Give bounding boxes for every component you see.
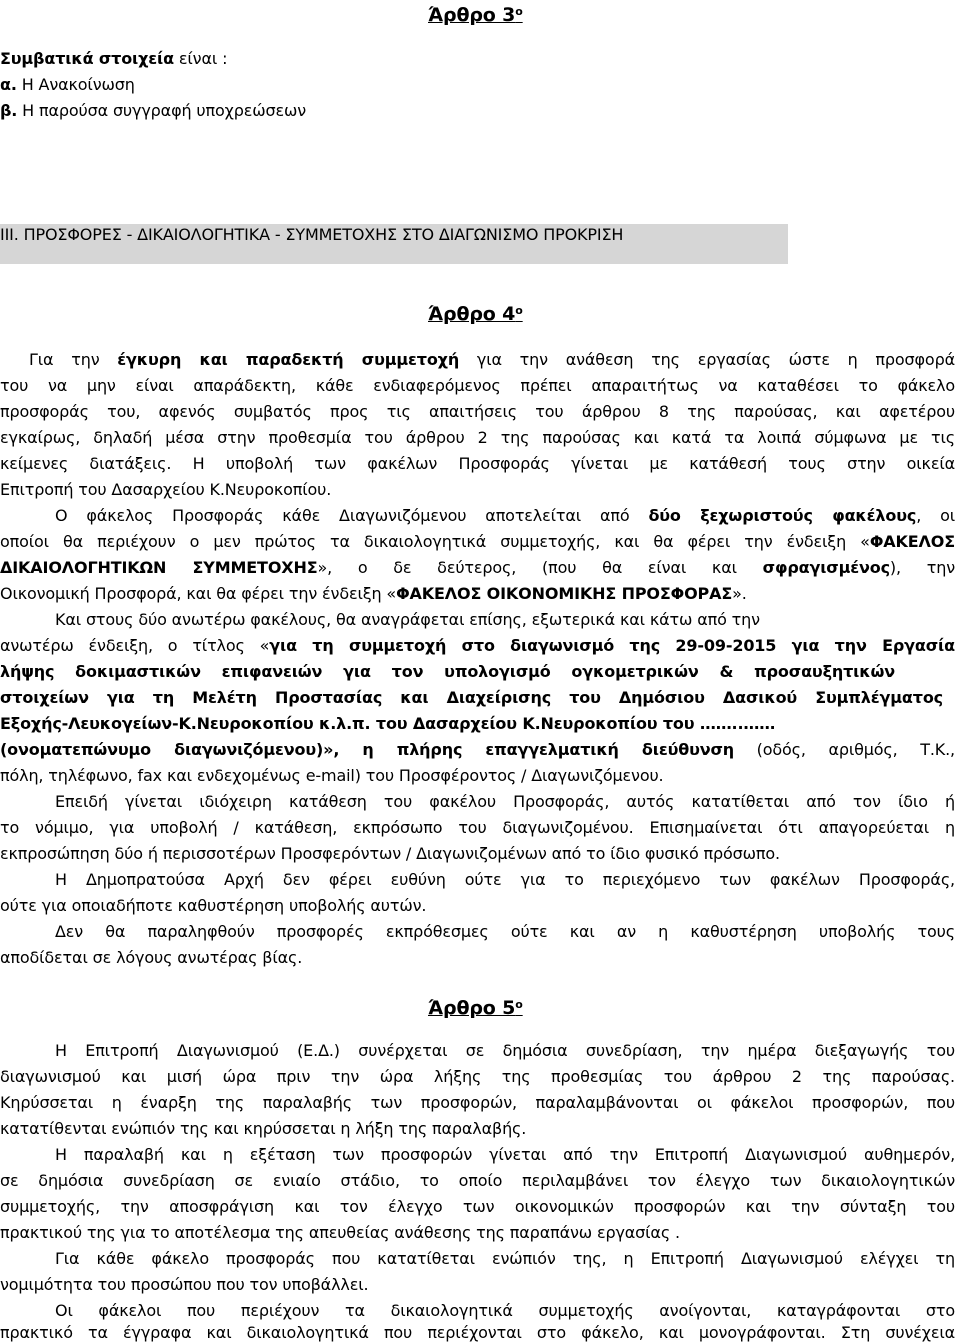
a4-line-4: εγκαίρως, δηλαδή μέσα στην προθεσμία του άρθρου 2 της παρούσας και κατά τα λοιπά σύμφωνα με τις xyxy=(0,428,955,447)
a4-line-2: του να μην είναι απαράδεκτη, κάθε ενδιαφερόμενος πρέπει απαραιτήτως να καταθέσει το φάκελο xyxy=(0,376,955,395)
a4-line-14: στοιχείων για τη Μελέτη Προστασίας και Διαχείρισης του Δημόσιου Δασικού Συμπλέγματος xyxy=(0,688,943,707)
a5-line-10: νομιμότητα του προσώπου που τον υποβάλλει. xyxy=(0,1275,369,1294)
a4-line-3: προσφοράς του, αφενός συμβατός προς τις απαιτήσεις του άρθρου 8 της παρούσας, και αφετέρου xyxy=(0,402,955,421)
section-iii-title: ΙΙΙ. ΠΡΟΣΦΟΡΕΣ - ΔΙΚΑΙΟΛΟΓΗΤΙΚΑ - ΣΥΜΜΕΤΟΧΗΣ ΣΤΟ ΔΙΑΓΩΝΙΣΜΟ ΠΡΟΚΡΙΣΗ xyxy=(0,224,788,264)
a5-line-8: πρακτικού της για το αποτέλεσμα της απευθείας ανάθεσης της παραπάνω εργασίας . xyxy=(0,1223,680,1242)
a4-line-12: ανωτέρω ένδειξη, ο τίτλος «για τη συμμετοχή στο διαγωνισμό της 29-09-2015 για την Εργασία xyxy=(0,636,955,655)
contract-item-a: α. Η Ανακοίνωση xyxy=(0,75,135,94)
a5-line-3: Κηρύσσεται η έναρξη της παραλαβής των προσφορών, παραλαμβάνονται οι φάκελοι προσφορών, που xyxy=(0,1093,955,1112)
a4-line-19: το νόμιμο, για υποβολή / κατάθεση, εκπρόσωπο του διαγωνιζομένου. Επισημαίνεται ότι απαγορεύεται η xyxy=(0,818,955,837)
a5-line-5: Η παραλαβή και η εξέταση των προσφορών γίνεται από την Επιτροπή Διαγωνισμού αυθημερόν, xyxy=(55,1145,955,1164)
a4-line-1: Για την έγκυρη και παραδεκτή συμμετοχή για την ανάθεση της εργασίας ώστε η προσφορά xyxy=(29,350,955,369)
a4-line-8: οποίοι θα περιέχουν ο μεν πρώτος τα δικαιολογητικά συμμετοχής, και θα φέρει την ένδειξη «ΦΑΚΕΛΟΣ xyxy=(0,532,955,551)
contract-item-b: β. Η παρούσα συγγραφή υποχρεώσεων xyxy=(0,101,307,120)
article-3-heading: Άρθρο $3^o$ xyxy=(428,4,523,26)
a5-line-9: Για κάθε φάκελο προσφοράς που κατατίθεται ενώπιόν της, η Επιτροπή Διαγωνισμού ελέγχει τη xyxy=(55,1249,955,1268)
a5-line-2: διαγωνισμού και μισή ώρα πριν την ώρα λήξης της προθεσμίας του άρθρου 2 της παρούσας. xyxy=(0,1067,955,1086)
a5-line-12: πρακτικό τα έγγραφα και δικαιολογητικά που περιέχονται στο φάκελο, και μονογράφονται. Στη συνέχεια xyxy=(0,1323,955,1342)
article-4-heading: Άρθρο $4^o$ xyxy=(428,303,523,325)
article-5-heading: Άρθρο $5^o$ xyxy=(428,997,523,1019)
a4-line-22: ούτε για οποιαδήποτε καθυστέρηση υποβολής αυτών. xyxy=(0,896,427,915)
a5-line-1: Η Επιτροπή Διαγωνισμού (Ε.Δ.) συνέρχεται σε δημόσια συνεδρίαση, την ημέρα διεξαγωγής του xyxy=(55,1041,955,1060)
a4-line-13: λήψης δοκιμαστικών επιφανειών για τον υπολογισμό ογκομετρικών & προσαυξητικών xyxy=(0,662,895,681)
a4-line-20: εκπροσώπηση δύο ή περισσοτέρων Προσφερόντων / Διαγωνιζομένων από το ίδιο φυσικό πρόσωπο. xyxy=(0,844,780,863)
a4-line-6: Επιτροπή του Δασαρχείου Κ.Νευροκοπίου. xyxy=(0,480,332,499)
a4-line-9: ΔΙΚΑΙΟΛΟΓΗΤΙΚΩΝ ΣΥΜΜΕΤΟΧΗΣ», ο δε δεύτερος, (που θα είναι και σφραγισμένος), την xyxy=(0,558,955,577)
a4-line-11: Και στους δύο ανωτέρω φακέλους, θα αναγράφεται επίσης, εξωτερικά και κάτω από την xyxy=(55,610,760,629)
a4-line-5: κείμενες διατάξεις. Η υποβολή των φακέλων Προσφοράς γίνεται με κατάθεσή τους στην οικεία xyxy=(0,454,955,473)
a5-line-7: συμμετοχής, την αποσφράγιση και τον έλεγχο των οικονομικών προσφορών και την σύνταξη του xyxy=(0,1197,955,1216)
a4-line-17: πόλη, τηλέφωνο, fax και ενδεχομένως e-mail) του Προσφέροντος / Διαγωνιζόμενου. xyxy=(0,766,664,785)
a4-line-18: Επειδή γίνεται ιδιόχειρη κατάθεση του φακέλου Προσφοράς, αυτός κατατίθεται από τον ίδιο ή xyxy=(55,792,955,811)
a4-line-24: αποδίδεται σε λόγους ανωτέρας βίας. xyxy=(0,948,303,967)
a4-line-10: Οικονομική Προσφορά, και θα φέρει την ένδειξη «ΦΑΚΕΛΟΣ ΟΙΚΟΝΟΜΙΚΗΣ ΠΡΟΣΦΟΡΑΣ». xyxy=(0,584,747,603)
a4-line-21: Η Δημοπρατούσα Αρχή δεν φέρει ευθύνη ούτε για το περιεχόμενο των φακέλων Προσφοράς, xyxy=(55,870,955,889)
a4-line-16: (ονοματεπώνυμο διαγωνιζόμενου)», η πλήρης επαγγελματική διεύθυνση (οδός, αριθμός, Τ.Κ., xyxy=(0,740,955,759)
a5-line-6: σε δημόσια συνεδρίαση σε ενιαίο στάδιο, το οποίο περιλαμβάνει τον έλεγχο των δικαιολογητικών xyxy=(0,1171,955,1190)
contract-elements-intro: Συμβατικά στοιχεία είναι : xyxy=(0,49,228,68)
a4-line-15: Εξοχής-Λευκογείων-Κ.Νευροκοπίου κ.λ.π. του Δασαρχείου Κ.Νευροκοπίου του ……..…… xyxy=(0,714,776,733)
a5-line-11: Οι φάκελοι που περιέχουν τα δικαιολογητικά συμμετοχής ανοίγονται, καταγράφονται στο xyxy=(55,1301,955,1320)
a4-line-23: Δεν θα παραληφθούν προσφορές εκπρόθεσμες ούτε και αν η καθυστέρηση υποβολής τους xyxy=(55,922,955,941)
a5-line-4: κατατίθενται ενώπιόν της και κηρύσσεται η λήξη της παραλαβής. xyxy=(0,1119,527,1138)
a4-line-7: Ο φάκελος Προσφοράς κάθε Διαγωνιζόμενου αποτελείται από δύο ξεχωριστούς φακέλους, οι xyxy=(55,506,955,525)
